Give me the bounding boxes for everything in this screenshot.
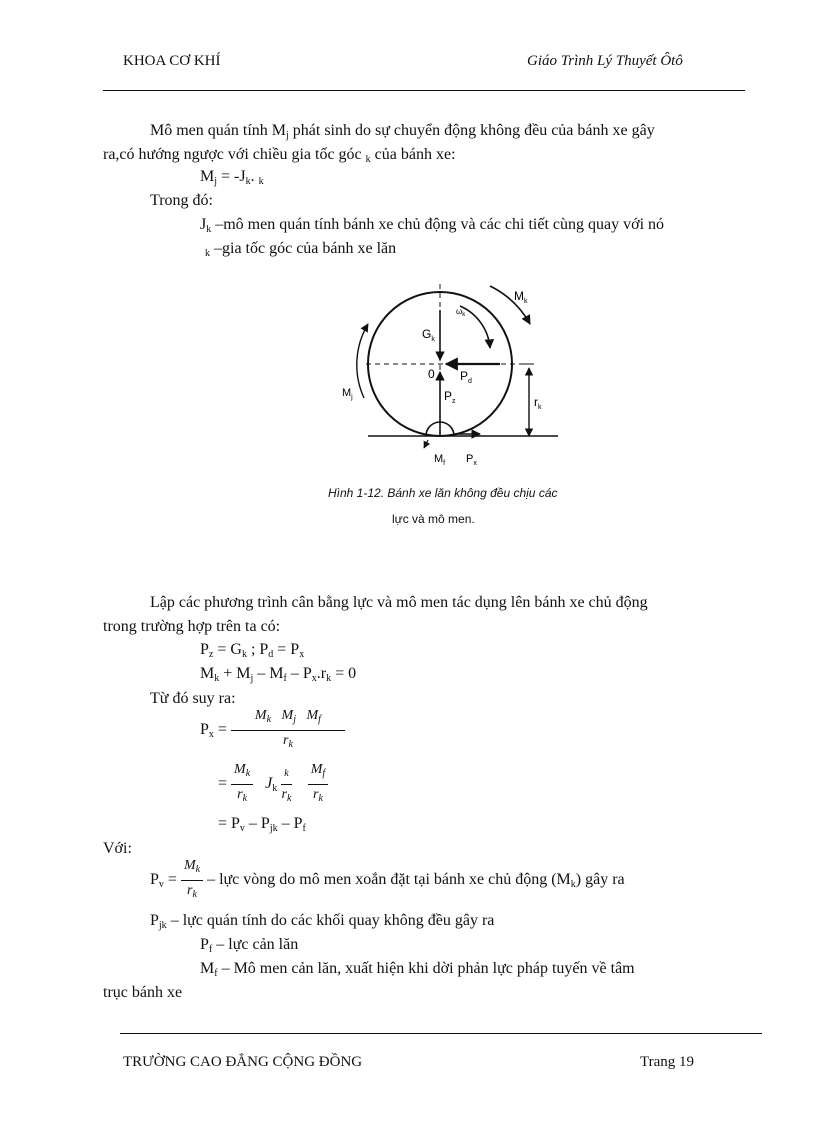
pv-fraction: $\frac{M_k}{r_k}$ bbox=[181, 856, 203, 905]
label-mf: $M_f$ bbox=[434, 453, 446, 467]
intro-line-2: ra,có hướng ngược với chiều gia tốc góc $_k$ của bánh xe: bbox=[103, 146, 456, 165]
label-zero: 0 bbox=[428, 367, 435, 381]
tu-do-label: Từ đó suy ra: bbox=[150, 690, 236, 707]
intro-line-1: Mô men quán tính $M_j$ phát sinh do sự chuyển động không đều của bánh xe gây bbox=[150, 122, 655, 141]
header-right: Giáo Trình Lý Thuyết Ôtô bbox=[527, 53, 683, 69]
header-left: KHOA CƠ KHÍ bbox=[123, 53, 221, 69]
mf-arrow bbox=[424, 440, 428, 448]
term-mf-rk: $\frac{M_f}{r_k}$ bbox=[308, 760, 328, 809]
footer-rule bbox=[120, 1033, 762, 1034]
label-mk: $M_k$ bbox=[514, 289, 528, 305]
px-fraction: $\frac{M_k M_j M_f}{r_k}$ bbox=[231, 706, 345, 755]
pv-definition: $P_v$ = $\frac{M_k}{r_k}$ – lực vòng do mô men xoắn đặt tại bánh xe chủ động $(M_k)$ gây ra bbox=[150, 856, 625, 905]
footer-left: TRƯỜNG CAO ĐẲNG CỘNG ĐỒNG bbox=[123, 1054, 363, 1070]
definition-jk: $J_k$ –mô men quán tính bánh xe chủ động và các chi tiết cùng quay với nó bbox=[200, 216, 665, 235]
label-gk: $G_k$ bbox=[422, 327, 435, 343]
px-result: = $P_v - P_{jk} - P_f$ bbox=[218, 815, 306, 834]
pf-definition: $P_f$ – lực cản lăn bbox=[200, 936, 299, 955]
header-rule bbox=[103, 90, 745, 91]
term-jk: $\frac{_k}{r_k}$ bbox=[281, 760, 291, 809]
label-mj: $M_j$ bbox=[342, 387, 353, 401]
label-rk: $r_k$ bbox=[534, 395, 542, 411]
moment-equation: $M_k + M_j - M_f - P_x.r_k = 0$ bbox=[200, 665, 357, 684]
figure-caption-line2: lực và mô men. bbox=[392, 512, 475, 526]
mf-definition: $M_f$ – Mô men cản lăn, xuất hiện khi dời phản lực pháp tuyến về tâm bbox=[200, 960, 635, 979]
inertia-equation: $M_j = -J_k$. $_k$ bbox=[200, 168, 264, 187]
label-pz: $P_z$ bbox=[444, 389, 456, 405]
px-formula: $P_x$ = $\frac{M_k M_j M_f}{r_k}$ bbox=[200, 706, 345, 755]
footer-page-number: Trang 19 bbox=[640, 1054, 695, 1070]
force-equation: $P_z = G_k$ ; $P_d = P_x$ bbox=[200, 641, 305, 660]
term-mk-rk: $\frac{M_k}{r_k}$ bbox=[231, 760, 253, 809]
label-px: $P_x$ bbox=[466, 453, 477, 467]
mf-definition-cont: trục bánh xe bbox=[103, 984, 183, 1001]
figure-caption-line1: Hình 1-12. Bánh xe lăn không đều chịu các bbox=[328, 486, 558, 500]
mj-arc bbox=[357, 324, 368, 398]
body-line-2: trong trường hợp trên ta có: bbox=[103, 618, 281, 635]
label-omega: $\omega_k$ bbox=[456, 307, 466, 318]
label-pd: $P_d$ bbox=[460, 369, 472, 385]
pjk-definition: $P_{jk}$ – lực quán tính do các khối quay không đều gây ra bbox=[150, 912, 495, 931]
voi-label: Với: bbox=[103, 840, 132, 857]
body-line-1: Lập các phương trình cân bằng lực và mô men tác dụng lên bánh xe chủ động bbox=[150, 594, 648, 611]
px-expanded: = $\frac{M_k}{r_k}$ $J_k$ $\frac{_k}{r_k}$ $\frac{M_f}{r_k}$ bbox=[218, 760, 328, 809]
definition-epsilon: $_k$ –gia tốc góc của bánh xe lăn bbox=[205, 240, 397, 259]
trong-do-label: Trong đó: bbox=[150, 192, 213, 209]
wheel-diagram bbox=[330, 278, 560, 478]
